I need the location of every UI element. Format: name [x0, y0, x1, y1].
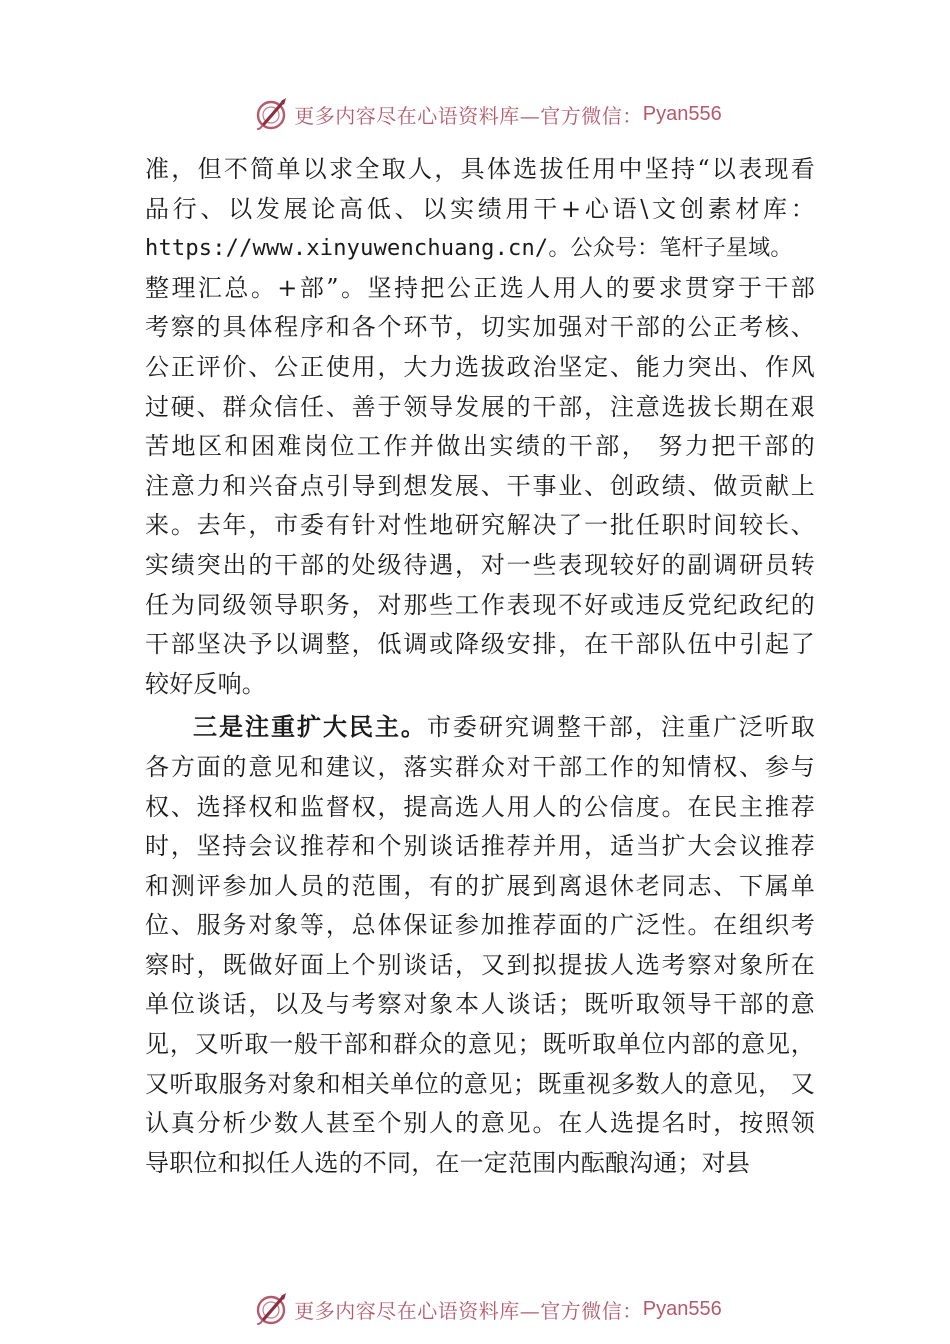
watermark-text: 更多内容尽在心语资料库—官方微信： [294, 103, 643, 128]
brush-logo-icon [254, 1291, 290, 1327]
text-line: 过硬、群众信任、善于领导发展的干部，注意选拔长期在艰 [145, 392, 815, 421]
text-line: 导职位和拟任人选的不同，在一定范围内酝酿沟通；对县 [145, 1148, 750, 1177]
text-line: 较好反响。 [145, 669, 266, 698]
text-line: 位、服务对象等，总体保证参加推荐面的广泛性。在组织考 [145, 911, 815, 940]
text-line: 公正评价、公正使用，大力选拔政治坚定、能力突出、作风 [145, 352, 815, 381]
text-line: 时，坚持会议推荐和个别谈话推荐并用，适当扩大会议推荐 [145, 832, 815, 861]
text-line: 实绩突出的干部的处级待遇，对一些表现较好的副调研员转 [145, 550, 815, 579]
text-line-rest: 市委研究调整干部，注重广泛听取 [426, 713, 815, 742]
text-line: 察时，既做好面上个别谈话，又到拟提拔人选考察对象所在 [145, 950, 815, 979]
text-line: 注意力和兴奋点引导到想发展、干事业、创政绩、做贡献上 [145, 471, 815, 500]
text-line: 见，又听取一般干部和群众的意见；既听取单位内部的意见， [145, 1030, 815, 1059]
text-line: 任为同级领导职务，对那些工作表现不好或违反党纪政纪的 [145, 590, 815, 619]
text-line: 来。去年，市委有针对性地研究解决了一批任职时间较长、 [145, 511, 815, 540]
watermark-text: 更多内容尽在心语资料库—官方微信： [294, 1298, 643, 1323]
text-line: 权、选择权和监督权，提高选人用人的公信度。在民主推荐 [145, 792, 815, 821]
text-line: 考察的具体程序和各个环节，切实加强对干部的公正考核、 [145, 313, 815, 342]
text-line-first [145, 708, 815, 748]
header-watermark [0, 94, 950, 134]
paragraph-1 [145, 150, 815, 704]
text-line: 整理汇总。+部”。坚持把公正选人用人的要求贯穿于干部 [145, 273, 815, 302]
text-line: 和测评参加人员的范围，有的扩展到离退休老同志、下属单 [145, 871, 815, 900]
text-line: 单位谈话，以及与考察对象本人谈话；既听取领导干部的意 [145, 990, 815, 1019]
watermark-wechat-id: Pyan556 [642, 102, 722, 125]
text-line: 准，但不简单以求全取人，具体选拔任用中坚持“以表现看 [145, 155, 815, 183]
text-line: 苦地区和困难岗位工作并做出实绩的干部， 努力把干部的 [145, 432, 815, 461]
text-line: 干部坚决予以调整，低调或降级安排，在干部队伍中引起了 [145, 630, 815, 659]
text-line: 认真分析少数人甚至个别人的意见。在人选提名时，按照领 [145, 1109, 815, 1138]
text-line-url: https://www.xinyuwenchuang.cn/。公众号：笔杆子星域。 [145, 236, 793, 262]
document-body [145, 150, 815, 1183]
text-line: 又听取服务对象和相关单位的意见；既重视多数人的意见， 又 [145, 1069, 815, 1098]
text-line: 各方面的意见和建议，落实群众对干部工作的知情权、参与 [145, 752, 815, 781]
footer-watermark [0, 1289, 950, 1329]
section-heading: 三是注重扩大民主。 [193, 713, 427, 742]
paragraph-2 [145, 708, 815, 1183]
text-line: 品行、以发展论高低、以实绩用干+心语\文创素材库： [145, 194, 815, 223]
watermark-wechat-id: Pyan556 [642, 1297, 722, 1320]
brush-logo-icon [254, 96, 290, 132]
